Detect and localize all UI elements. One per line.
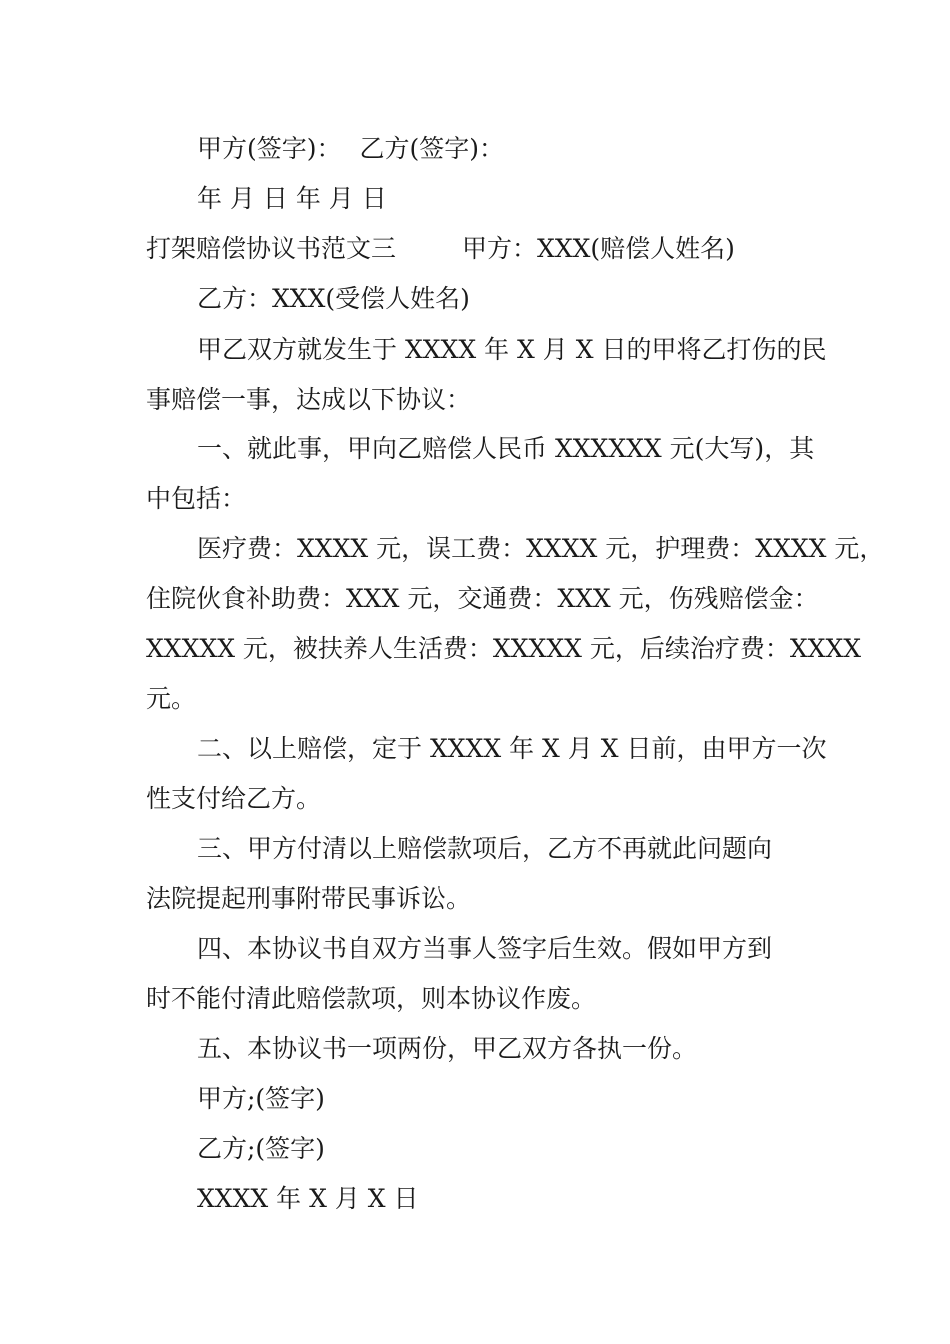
paragraph-line: 事赔偿一事，达成以下协议： — [146, 385, 472, 414]
clause-line: 法院提起刑事附带民事诉讼。 — [146, 884, 472, 913]
clause-line: 中包括： — [146, 484, 247, 513]
party-b-signature: 乙方;(签字) — [197, 1134, 325, 1163]
clause-line: 性支付给乙方。 — [146, 784, 322, 813]
date-row: 年 月 日 年 月 日 — [197, 184, 387, 213]
clause-line: 一、就此事，甲向乙赔偿人民币 XXXXXX 元(大写)，其 — [197, 434, 815, 463]
party-a-signature-label: 甲方(签字)： — [197, 134, 342, 163]
clause-line: 二、以上赔偿，定于 XXXX 年 X 月 X 日前，由甲方一次 — [197, 734, 827, 763]
items-line: 住院伙食补助费：XXX 元，交通费：XXX 元，伤残赔偿金： — [146, 584, 819, 613]
clause-line: 三、甲方付清以上赔偿款项后，乙方不再就此问题向 — [197, 834, 773, 863]
items-line: XXXXX 元，被扶养人生活费：XXXXX 元，后续治疗费：XXXX — [146, 634, 862, 663]
title-row — [146, 234, 735, 264]
signature-row — [197, 134, 504, 164]
party-a-signature: 甲方;(签字) — [197, 1084, 325, 1113]
paragraph-line: 甲乙双方就发生于 XXXX 年 X 月 X 日的甲将乙打伤的民 — [197, 335, 827, 364]
party-a-name: 甲方：XXX(赔偿人姓名) — [462, 234, 735, 263]
document-title: 打架赔偿协议书范文三 — [146, 234, 397, 263]
items-line: 医疗费：XXXX 元，误工费：XXXX 元，护理费：XXXX 元， — [197, 534, 885, 563]
party-b-name: 乙方：XXX(受偿人姓名) — [197, 284, 470, 313]
clause-line: 五、本协议书一项两份，甲乙双方各执一份。 — [197, 1034, 698, 1063]
clause-line: 四、本协议书自双方当事人签字后生效。假如甲方到 — [197, 934, 773, 963]
clause-line: 时不能付清此赔偿款项，则本协议作废。 — [146, 984, 597, 1013]
party-b-signature-label: 乙方(签字)： — [359, 134, 505, 163]
agreement-date: XXXX 年 X 月 X 日 — [197, 1184, 419, 1213]
items-line: 元。 — [146, 684, 197, 713]
